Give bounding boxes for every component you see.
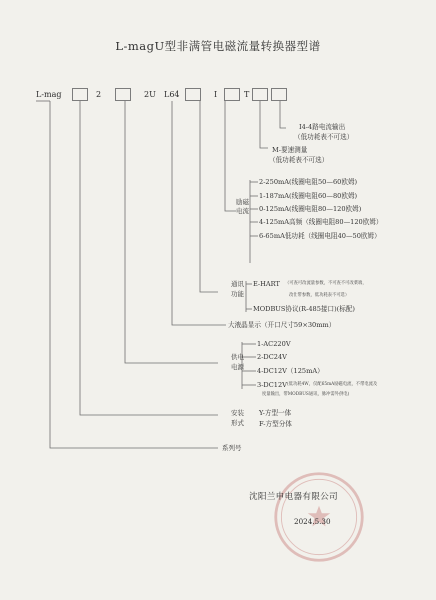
comm-opt-hart: E-HART: [253, 280, 280, 288]
power-label-1: 供电: [231, 353, 244, 361]
excitation-opt-1: 2-250mA(线圈电阻50—60欧姆): [259, 178, 358, 186]
display-option: 大液晶显示（开口尺寸59×30mm）: [228, 321, 336, 329]
series-label: 系列号: [222, 444, 242, 452]
excitation-opt-4: 4-125mA高频（线圈电阻80—120欧姆）: [259, 218, 383, 226]
comm-opt-modbus: MODBUS协议(R-485接口)(标配): [253, 305, 355, 313]
output-opt-m: M-要速测量: [272, 146, 308, 154]
power-opt-4-note-b: 度量输出，带MODBUS通讯，脉冲需外供电): [262, 392, 350, 397]
excitation-opt-3: 0-125mA(线圈电阻80—120欧姆): [259, 205, 362, 213]
output-opt-m-note: （低功耗表不可选）: [269, 156, 329, 164]
excitation-opt-5: 6-65mA低功耗（线圈电阻40—50欧姆）: [259, 232, 381, 240]
document-date: 2024.5.30: [294, 517, 331, 526]
power-opt-3: 4-DC12V（125mA）: [257, 367, 324, 375]
install-label-1: 安装: [231, 409, 244, 417]
output-opt-i4: I4-4路电流输出: [299, 123, 346, 131]
comm-opt-hart-note-b: 改仕带参数，低功耗表不可选）: [289, 293, 350, 298]
install-opt-2: F-方型分体: [259, 420, 292, 428]
power-opt-4: 3-DC12V: [257, 381, 287, 389]
code-seg-l64: L64: [164, 90, 180, 99]
power-opt-1: 1-AC220V: [257, 340, 291, 348]
comm-label-1: 通讯: [231, 280, 244, 288]
code-seg-i: I: [214, 90, 218, 99]
power-label-2: 电源: [231, 363, 244, 371]
page-title: L-magU型非满管电磁流量转换器型谱: [115, 39, 321, 53]
code-prefix: L-mag: [36, 90, 62, 99]
power-opt-4-note-a: (低功耗4W，仅配65mA励磁电流，不带电流及: [287, 382, 378, 387]
power-opt-2: 2-DC24V: [257, 353, 287, 361]
comm-opt-hart-note-a: （可查可改流量参数，不可查不可改菜端，: [285, 281, 367, 286]
excitation-label-1: 励磁: [236, 198, 249, 206]
company-name: 沈阳兰申电器有限公司: [249, 492, 338, 502]
comm-label-2: 功能: [231, 290, 244, 298]
output-opt-i4-note: （低功耗表不可选）: [294, 133, 354, 141]
code-seg-2: 2: [96, 90, 102, 99]
excitation-label-2: 电流: [236, 207, 249, 215]
install-opt-1: Y-方型一体: [259, 409, 292, 417]
code-seg-2u: 2U: [144, 90, 156, 99]
excitation-opt-2: 1-187mA(线圈电阻60—80欧姆): [259, 192, 358, 200]
install-label-2: 形式: [231, 419, 244, 427]
code-seg-t: T: [244, 90, 250, 99]
